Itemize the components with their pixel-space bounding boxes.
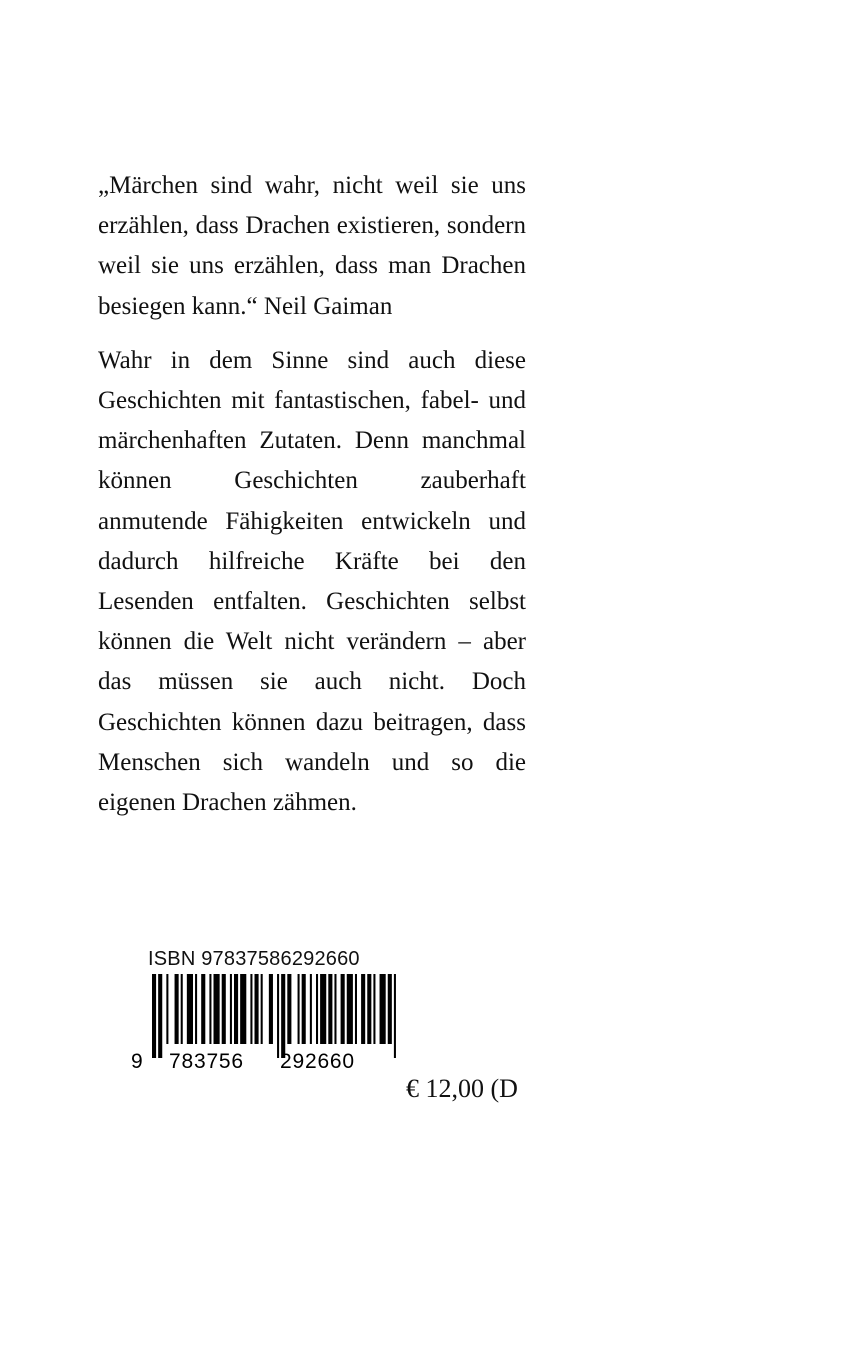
barcode-bar <box>316 974 318 1044</box>
barcode-bar <box>341 974 345 1044</box>
barcode-image <box>128 974 398 1074</box>
barcode-bar <box>388 974 392 1044</box>
barcode-bar <box>222 974 226 1044</box>
barcode-bar <box>195 974 197 1044</box>
barcode-bar <box>181 974 183 1044</box>
barcode-bar <box>166 974 168 1044</box>
barcode-bar <box>298 974 300 1044</box>
blurb-text <box>98 166 526 823</box>
barcode-bar <box>250 974 252 1044</box>
barcode-bar <box>152 974 156 1058</box>
barcode-digits-right: 292660 <box>280 1050 355 1073</box>
barcode-bar <box>394 974 396 1058</box>
barcode-bar <box>355 974 357 1044</box>
barcode-digit-first: 9 <box>131 1050 143 1073</box>
barcode-bar <box>310 974 312 1044</box>
price-label: € 12,00 (D <box>406 1074 518 1103</box>
barcode-bar <box>269 974 273 1044</box>
barcode-bar <box>234 974 238 1044</box>
barcode-bar <box>347 974 353 1044</box>
barcode-bar <box>230 974 232 1044</box>
barcode-bar <box>187 974 193 1044</box>
barcode-digits-left: 783756 <box>169 1050 244 1073</box>
barcode-bar <box>320 974 326 1044</box>
barcode-block <box>128 948 548 1118</box>
isbn-label: ISBN 97837586292660 <box>148 948 360 970</box>
barcode-bar <box>240 974 246 1044</box>
body-paragraph: Wahr in dem Sinne sind auch diese Geschichten mit fantastischen, fabel- und märchenhaften Zutaten. Denn manchmal können Geschichten zauberhaft anmutende Fähigkeiten entwickeln und dadurch hilfreiche Kräfte bei den Lesenden entfalten. Geschichten selbst können die Welt nicht verändern – aber das müssen sie auch nicht. Doch Geschichten können dazu beitragen, dass Menschen sich wandeln und so die eigenen Drachen zähmen. <box>98 346 526 817</box>
barcode-bar <box>209 974 211 1044</box>
barcode-bar <box>328 974 332 1044</box>
barcode-bar <box>373 974 375 1044</box>
barcode-bar <box>361 974 365 1044</box>
barcode-bar <box>201 974 205 1044</box>
barcode-bar <box>175 974 179 1044</box>
barcode-bar <box>380 974 386 1044</box>
barcode-bar <box>255 974 259 1044</box>
barcode-bar <box>158 974 162 1058</box>
barcode-bar <box>214 974 220 1044</box>
barcode-bars <box>152 974 398 1058</box>
barcode-bar <box>277 974 279 1058</box>
barcode-bar <box>367 974 371 1044</box>
quote-paragraph: „Märchen sind wahr, nicht weil sie uns erzählen, dass Drachen existieren, sondern weil sie uns erzählen, dass man Drachen besiegen kann.“ Neil Gaiman <box>98 172 526 320</box>
barcode-bar <box>261 974 263 1044</box>
barcode-bar <box>334 974 336 1044</box>
barcode-bar <box>302 974 306 1044</box>
barcode-bar <box>287 974 291 1044</box>
barcode-bar <box>281 974 285 1058</box>
